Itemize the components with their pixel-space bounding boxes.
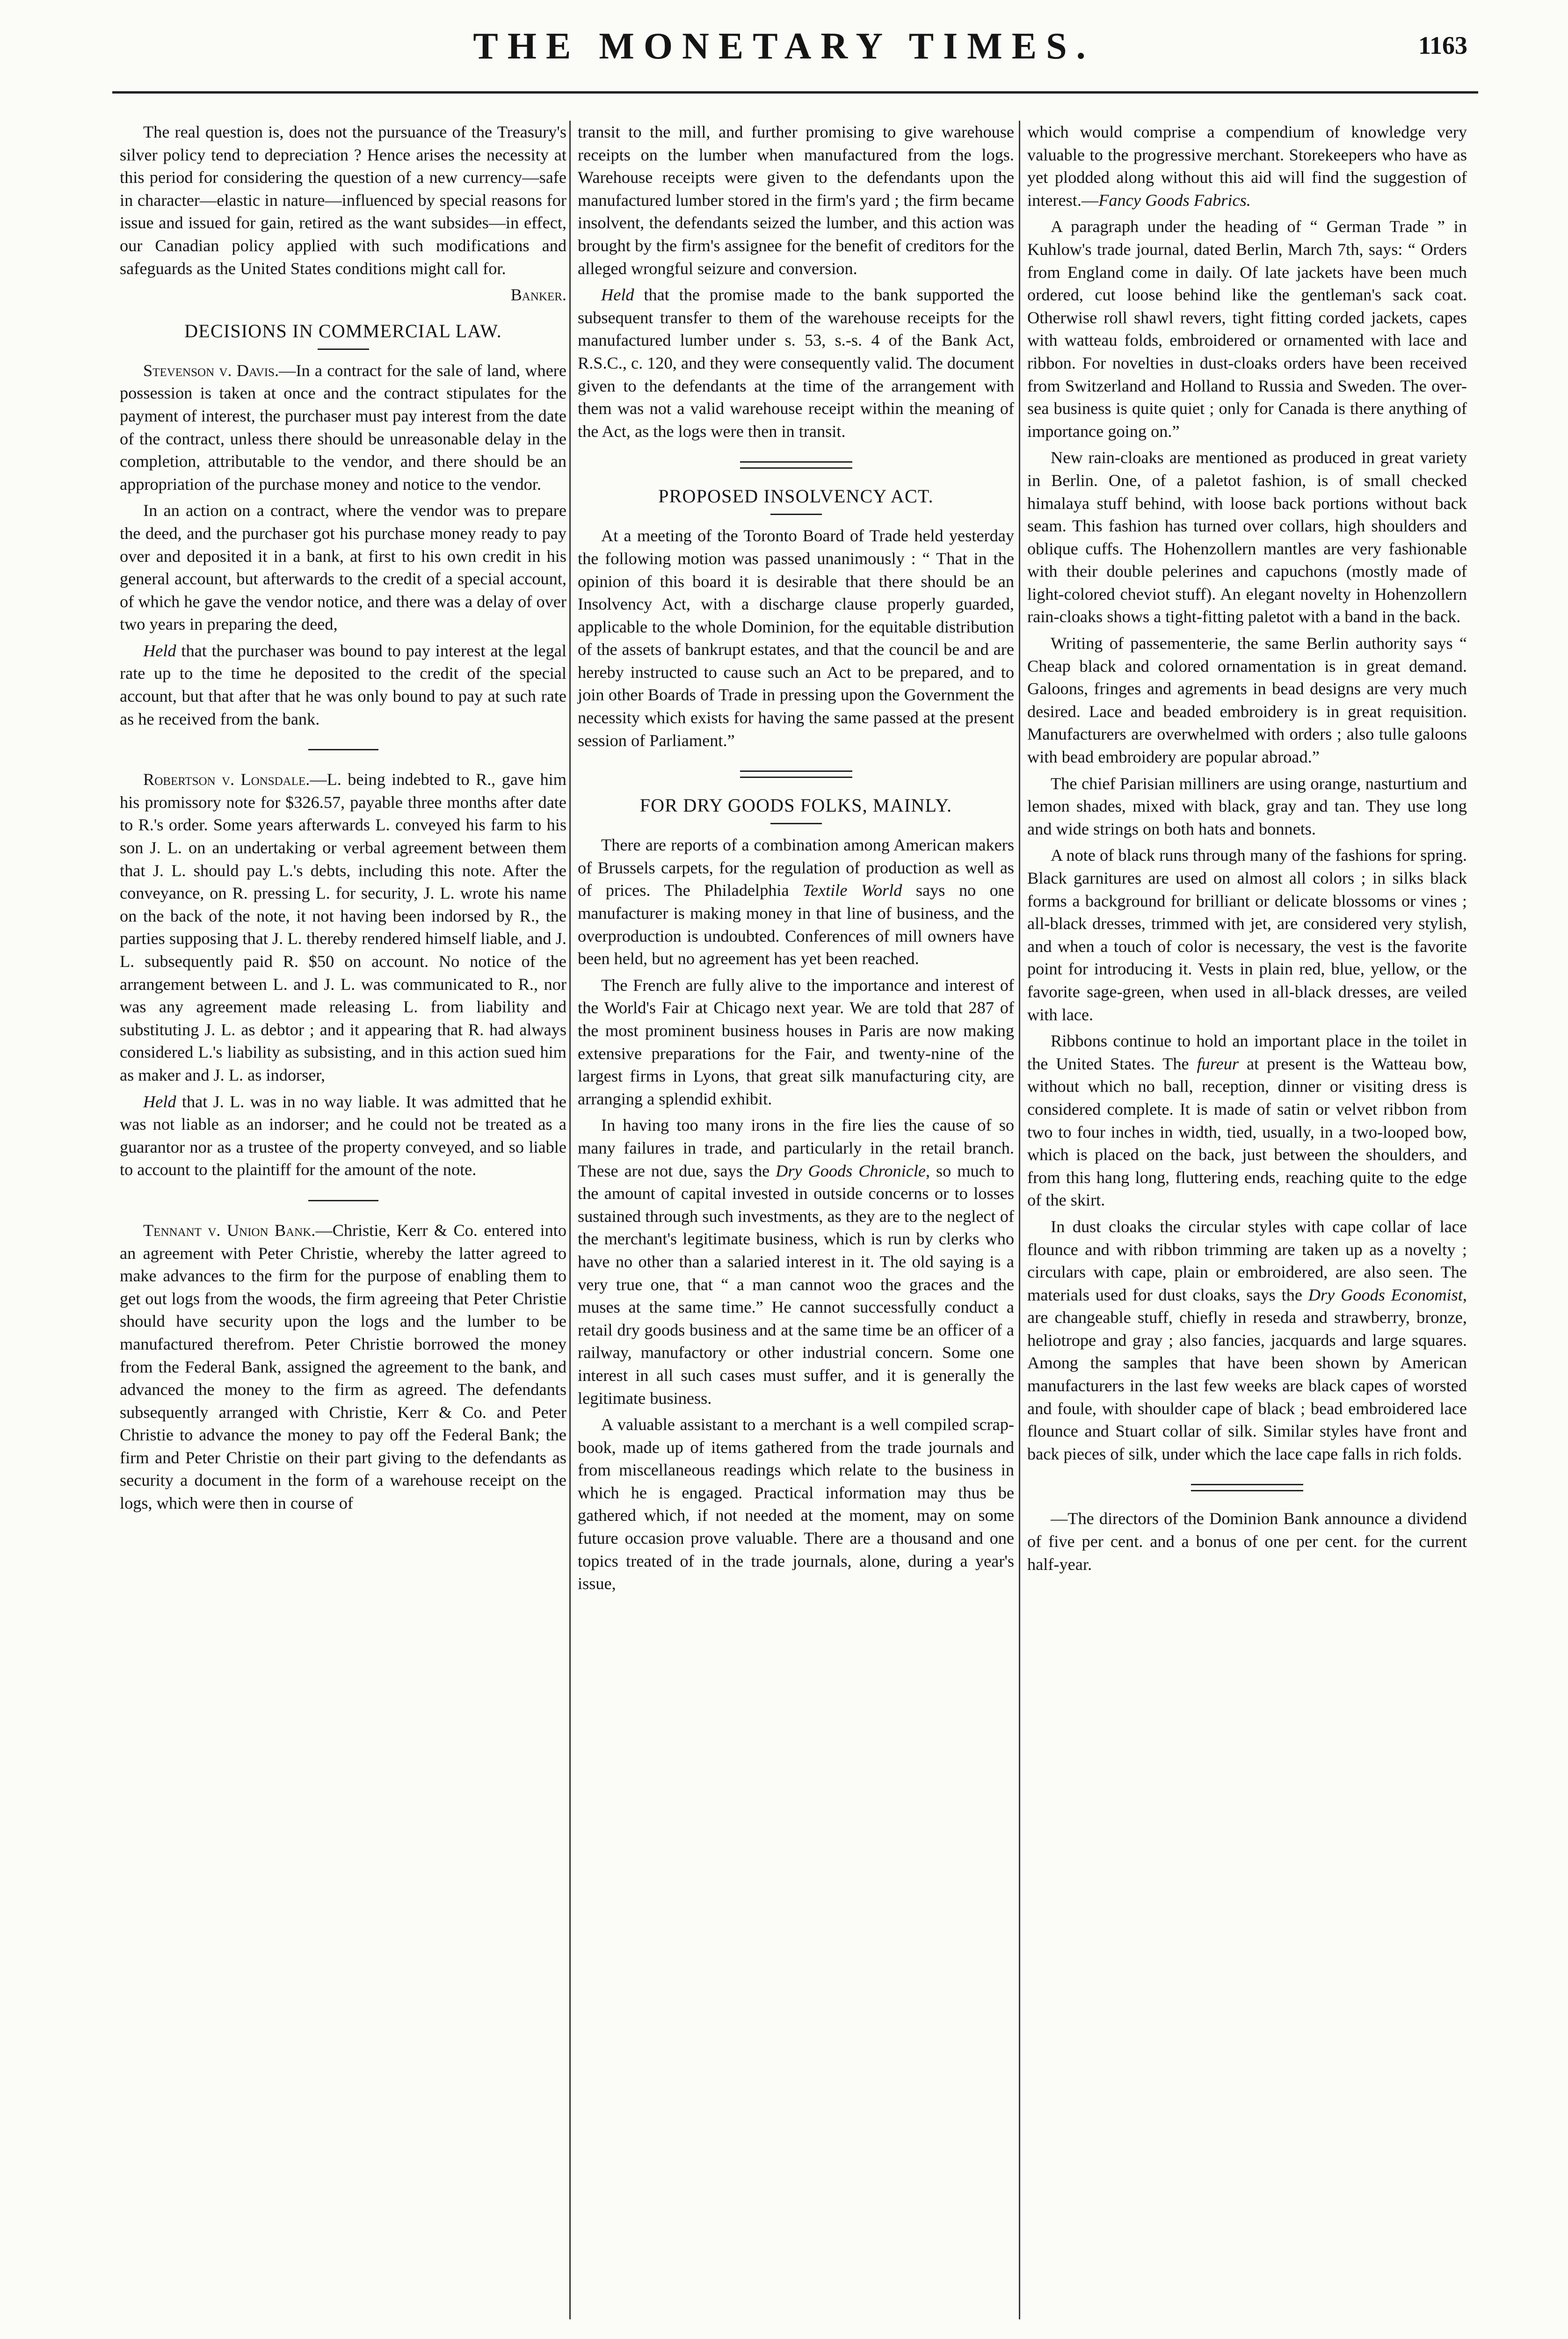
column-1: [120, 121, 566, 2319]
case-text: —L. being indebted to R., gave him his promissory note for $326.57, payable three months after date to R.'s order. Some years afterwards L. conveyed his farm to his son J. L. on an undertaking or verbal agreement between them that J. L. should pay L.'s debts, including this note. After the conveyance, on R. pressing L. for security, J. L. wrote his name on the back of the note, it not having been indorsed by R., the parties supposing that J. L. thereby rendered himself liable, and J. L. subsequently paid R. $50 on account. No notice of the arrangement between L. and J. L. was communicated to R., nor was any agreement made releasing L. from liability and substituting J. L. as debtor ; and it appearing that R. had always considered L.'s liability as subsisting, and in this action sued him as maker and J. L. as indorser,: [120, 770, 566, 1084]
article-paragraph: [578, 1114, 1014, 1409]
article-paragraph: A paragraph under the heading of “ German Trade ” in Kuhlow's trade journal, dated Berlin, March 7th, says: “ Orders from England come in daily. Of late jackets have been much ordered, cut loose behind like the gentleman's sack coat. Otherwise roll shawl revers, tight fitting corded jackets, capes with watteau folds, embroidered or ornamented with lace and ribbon. For novelties in dust-cloaks orders have been received from Switzerland and Holland to Russia and Sweden. The over-sea business is quite quiet ; only for Canada is there anything of importance going on.”: [1027, 217, 1467, 441]
page-number: 1163: [1418, 31, 1467, 59]
text-run: Ribbons continue to hold an important place in the toilet in the United States. The: [1027, 1031, 1467, 1073]
section-heading: PROPOSED INSOLVENCY ACT.: [658, 486, 934, 507]
case-text: —In a contract for the sale of land, where possession is taken at once and the contract stipulates for the payment of interest, the purchaser must pay interest from the date of the contract, unless there should be unreasonable delay in the completion, attributable to the vendor, and there should be an appropriation of the purchase money and notice to the vendor.: [120, 361, 566, 494]
held-text: that J. L. was in no way liable. It was admitted that he was not liable as an indorser; and he could not be treated as a guarantor nor as a trustee of the property conveyed, and so liable to account to the plaintiff for the amount of the note.: [120, 1092, 566, 1179]
held-paragraph: [578, 283, 1014, 443]
double-rule: [1191, 1484, 1303, 1491]
article-paragraph: transit to the mill, and further promising to give warehouse receipts on the lumber when manufactured from the logs. Warehouse receipts were given to the defendants upon the manufactured lumber stored in the firm's yard ; the firm became insolvent, the defendants seized the lumber, and this action was brought by the firm's assignee for the benefit of creditors for the alleged wrongful seizure and conversion.: [578, 123, 1014, 278]
section-heading: FOR DRY GOODS FOLKS, MAINLY.: [639, 795, 952, 816]
text-run: In dust cloaks the circular styles with cape collar of lace flounce and with ribbon trimming are taken up as a novelty ; circulars with cape, plain or embroidered, are also seen. The materials used for dust cloaks, says the: [1027, 1217, 1467, 1304]
column-3: [1017, 121, 1467, 2319]
publication-name: Dry Goods Economist: [1308, 1285, 1463, 1304]
article-paragraph: [578, 834, 1014, 970]
text-run: which would comprise a compendium of knowledge very valuable to the progressive merchant. Storekeepers who have as yet plodded along without this aid will find the suggestion of interest.—: [1027, 123, 1467, 210]
article-paragraph: [1027, 121, 1467, 211]
section-heading: DECISIONS IN COMMERCIAL LAW.: [184, 320, 502, 341]
case-title: Stevenson v. Davis.: [143, 361, 279, 380]
double-rule: [740, 461, 852, 469]
heading-rule: [318, 349, 369, 350]
signature: Banker.: [510, 285, 566, 305]
article-paragraph: [1027, 1030, 1467, 1212]
heading-rule: [770, 514, 822, 515]
article-paragraph: A valuable assistant to a merchant is a well compiled scrap-book, made up of items gathered from the trade journals and from miscellaneous readings which relate to the business in which he is engaged. Practical information may thus be gathered which, if not needed at the moment, may on some future occasion prove valuable. There are a thousand and one topics treated of in the trade journals, alone, during a year's issue,: [578, 1415, 1014, 1593]
heading-rule: [770, 823, 822, 824]
newspaper-title: THE MONETARY TIMES.: [473, 26, 1095, 67]
separator-rule: [308, 749, 378, 752]
case-paragraph: [120, 359, 566, 496]
article-paragraph: The chief Parisian milliners are using orange, nasturtium and lemon shades, mixed with black, gray and tan. They use long and wide strings on both hats and bonnets.: [1027, 774, 1467, 838]
held-paragraph: [120, 1090, 566, 1181]
publication-name: Dry Goods Chronicle: [776, 1161, 926, 1180]
article-paragraph: The French are fully alive to the importance and interest of the World's Fair at Chicago next year. We are told that 287 of the most prominent business houses in Paris are now making extensive preparations for the Fair, and twenty-nine of the largest firms in Lyons, that great silk manufacturing city, are arranging a splendid exhibit.: [578, 975, 1014, 1108]
case-paragraph: [120, 768, 566, 1086]
publication-name: Fancy Goods Fabrics.: [1098, 190, 1251, 210]
held-paragraph: [120, 639, 566, 730]
publication-name: Textile World: [803, 881, 902, 900]
double-rule: [740, 770, 852, 778]
separator-rule: [308, 1200, 378, 1203]
article-paragraph: [1027, 1215, 1467, 1466]
case-title: Tennant v. Union Bank.: [143, 1220, 316, 1240]
column-2: [567, 121, 1014, 2319]
article-paragraph: —The directors of the Dominion Bank announce a dividend of five per cent. and a bonus of one per cent. for the current half-year.: [1027, 1509, 1467, 1574]
held-text: that the purchaser was bound to pay interest at the legal rate up to the time he deposited to the credit of the special account, but that after that he was only bound to pay at such rate as he received from the bank.: [120, 641, 566, 728]
text-run: , are changeable stuff, chiefly in reseda and strawberry, bronze, heliotrope and gray ; also fancies, jacquards and large squares. Among the samples that have been shown by American manufacturers in the last few weeks are black capes of worsted and foule, with shoulder cape of black ; bead embroidered lace flounce and Stuart collar of silk. Similar styles have front and back pieces of silk, under which the lace cape falls in rich folds.: [1027, 1285, 1467, 1463]
text-run: says no one manufacturer is making money in that line of business, and the overproduction is undoubted. Conferences of mill owners have been held, but no agreement has yet been reached.: [578, 881, 1014, 968]
article-paragraph: Writing of passementerie, the same Berlin authority says “ Cheap black and colored ornamentation is in great demand. Galoons, fringes and agrements in bead designs are very much desired. Lace and beaded embroidery is in great requisition. Manufacturers are overwhelmed with orders ; also tulle galoons with bead embroidery are popular abroad.”: [1027, 634, 1467, 767]
article-paragraph: A note of black runs through many of the fashions for spring. Black garnitures are used on almost all colors ; in silks black forms a background for brilliant or delicate blossoms or vines ; all-black dresses, trimmed with jet, are considered very stylish, and when a touch of color is necessary, the vest is the favorite point for introducing it. Vests in plain red, blue, yellow, or the favorite sage-green, when used in all-black dresses, are veiled with lace.: [1027, 846, 1467, 1024]
article-paragraph: At a meeting of the Toronto Board of Trade held yesterday the following motion was passed unanimously : “ That in the opinion of this board it is desirable that there should be an Insolvency Act, with a discharge clause properly guarded, applicable to the whole Dominion, for the equitable distribution of the assets of bankrupt estates, and that the council be and are hereby instructed to cause such an Act to be prepared, and to join other Boards of Trade in pressing upon the Government the necessity which exists for having the same passed at the present session of Parliament.”: [578, 526, 1014, 750]
text-run: , so much to the amount of capital invested in outside concerns or to losses sustained through such investments, as they are to the neglect of the merchant's legitimate business, which is run by clerks who have no other than a salaried interest in it. The old saying is a very true one, that “ a man cannot woo the graces and the muses at the same time.” He cannot successfully conduct a retail dry goods business and at the same time be an officer of a railway, manufactory or other industrial concern. Some one interest in all such cases must suffer, and it is generally the legitimate business.: [578, 1161, 1014, 1408]
case-paragraph: In an action on a contract, where the vendor was to prepare the deed, and the purchaser got his purchase money ready to pay over and deposited it in a bank, at first to his own credit in his general account, but afterwards to the credit of a special account, of which he gave the vendor notice, and there was a delay of over two years in preparing the deed,: [120, 501, 566, 634]
case-text: —Christie, Kerr & Co. entered into an agreement with Peter Christie, whereby the latter agreed to make advances to the firm for the purpose of enabling them to get out logs from the woods, the firm agreeing that Peter Christie should have security upon the logs and the lumber to be manufactured therefrom. Peter Christie borrowed the money from the Federal Bank, assigned the agreement to the bank, and advanced the money to the firm as agreed. The defendants subsequently arranged with Christie, Kerr & Co. and Peter Christie to advance the money to pay off the Federal Bank; the firm and Peter Christie on their part giving to the defendants as security a document in the form of a warehouse receipt on the logs, which were then in course of: [120, 1220, 566, 1513]
italic-term: fureur: [1197, 1054, 1239, 1073]
case-paragraph: [120, 1219, 566, 1515]
text-run: There are reports of a combination among American makers of Brussels carpets, for the regulation of production as well as of prices. The Philadelphia: [578, 835, 1014, 900]
held-text: that the promise made to the bank supported the subsequent transfer to them of the warehouse receipts for the manufactured lumber under s. 53, s.-s. 4 of the Bank Act, R.S.C., c. 120, and they were consequently valid. The document given to the defendants at the time of the arrangement with them was not a valid warehouse receipt within the meaning of the Act, as the logs were then in transit.: [578, 285, 1014, 441]
article-paragraph: New rain-cloaks are mentioned as produced in great variety in Berlin. One, of a paletot fashion, is of small checked himalaya stuff behind, with loose back portions without back seam. This fashion has turned over collars, high shoulders and oblique cuffs. The Hohenzollern mantles are very fashionable with their double pelerines and capuchons (mostly made of light-colored cheviot stuff). An elegant novelty in Hohenzollern rain-cloaks shows a tight-fitting paletot with a band in the back.: [1027, 448, 1467, 626]
article-paragraph: The real question is, does not the pursuance of the Treasury's silver policy tend to depreciation ? Hence arises the necessity at this period for considering the question of a new currency—safe in character—elastic in nature—influenced by special reasons for issue and issued for gain, retired as the want subsides—in effect, our Canadian policy applied with such modifications and safeguards as the United States conditions might call for.: [120, 123, 566, 278]
held-label: Held: [143, 641, 176, 660]
case-title: Robertson v. Lonsdale.: [143, 770, 310, 789]
masthead: [0, 19, 1568, 84]
header-rule: [112, 91, 1478, 94]
held-label: Held: [601, 285, 634, 305]
text-run: at present is the Watteau bow, without which no ball, reception, dinner or visiting dress is considered complete. It is made of satin or velvet ribbon from two to four inches in width, tied, usually, in a two-looped bow, which is placed on the back, just between the shoulders, and from this hang long, fluttering ends, reaching quite to the edge of the skirt.: [1027, 1054, 1467, 1210]
text-run: In having too many irons in the fire lies the cause of so many failures in trade, and particularly in the retail branch. These are not due, says the: [578, 1116, 1014, 1180]
held-label: Held: [143, 1092, 176, 1111]
